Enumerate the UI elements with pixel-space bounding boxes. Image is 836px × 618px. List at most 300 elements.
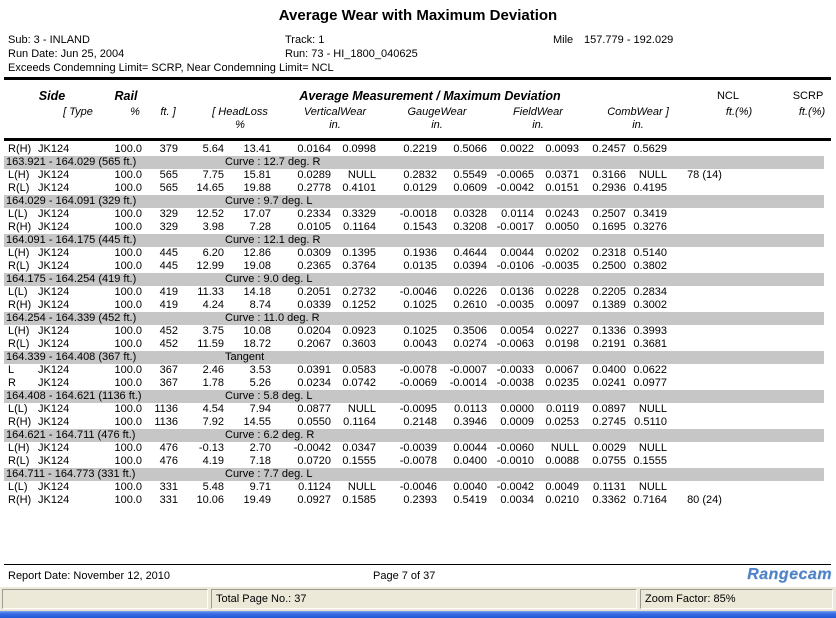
table-row bbox=[4, 455, 824, 468]
cell-fieldwear-avg: -0.0017 bbox=[496, 221, 534, 233]
cell-scrp bbox=[738, 338, 824, 351]
cell-rail-ft: 367 bbox=[159, 377, 178, 389]
cell-fieldwear-avg: 0.0009 bbox=[500, 416, 534, 428]
cell-combwear-max: 0.3276 bbox=[633, 221, 667, 233]
cell-headloss-max: 3.53 bbox=[249, 364, 271, 376]
section-mile-range: 164.175 - 164.254 (419 ft.) bbox=[6, 273, 137, 285]
table-row bbox=[4, 403, 824, 416]
cell-gaugewear-avg: -0.0095 bbox=[399, 403, 437, 415]
status-bar bbox=[0, 586, 836, 610]
section-curve-label: Curve : 5.8 deg. L bbox=[225, 390, 313, 402]
cell-ncl: 78 (14) bbox=[687, 169, 722, 181]
cell-headloss-max: 2.70 bbox=[249, 442, 271, 454]
cell-verticalwear-avg: 0.0234 bbox=[297, 377, 331, 389]
cell-verticalwear-max: 0.4101 bbox=[342, 182, 376, 194]
cell-verticalwear-max: 0.0742 bbox=[342, 377, 376, 389]
cell-fieldwear-avg: -0.0060 bbox=[496, 442, 534, 454]
cell-scrp bbox=[738, 481, 824, 494]
section-mile-range: 164.029 - 164.091 (329 ft.) bbox=[6, 195, 137, 207]
cell-gaugewear-avg: 0.2393 bbox=[403, 494, 437, 506]
cell-gaugewear-max: 0.5549 bbox=[453, 169, 487, 181]
cell-side: L(H) bbox=[8, 325, 30, 337]
cell-headloss-max: 8.74 bbox=[249, 299, 271, 311]
unit-comb: in. bbox=[632, 119, 644, 131]
table-row bbox=[4, 442, 824, 455]
cell-verticalwear-max: 0.1555 bbox=[342, 455, 376, 467]
rangecam-logo: Rangecam bbox=[747, 566, 832, 583]
cell-rail-ft: 1136 bbox=[154, 403, 178, 415]
cell-ncl bbox=[671, 299, 738, 312]
cell-rail-type: JK124 bbox=[38, 481, 70, 493]
cell-headloss-max: 19.88 bbox=[243, 182, 271, 194]
col-header-type: [ Type bbox=[63, 106, 93, 118]
cell-combwear-avg: 0.0755 bbox=[592, 455, 626, 467]
section-curve-label: Curve : 11.0 deg. R bbox=[225, 312, 320, 324]
cell-ncl bbox=[671, 247, 738, 260]
table-row bbox=[4, 169, 824, 182]
cell-fieldwear-avg: 0.0044 bbox=[500, 247, 534, 259]
cell-headloss-avg: 1.78 bbox=[202, 377, 224, 389]
cell-fieldwear-max: NULL bbox=[550, 442, 579, 454]
cell-scrp bbox=[738, 247, 824, 260]
mile-value: 157.779 - 192.029 bbox=[584, 34, 674, 46]
section-curve-label: Curve : 7.7 deg. L bbox=[225, 468, 313, 480]
cell-combwear-max: NULL bbox=[638, 169, 667, 181]
cell-ncl bbox=[671, 208, 738, 221]
cell-gaugewear-avg: 0.2219 bbox=[403, 143, 437, 155]
cell-rail-type: JK124 bbox=[38, 325, 70, 337]
table-row bbox=[4, 286, 824, 299]
cell-ncl bbox=[671, 143, 738, 156]
section-mile-range: 164.339 - 164.408 (367 ft.) bbox=[6, 351, 137, 363]
cell-gaugewear-max: 0.0328 bbox=[453, 208, 487, 220]
table-row bbox=[4, 481, 824, 494]
cell-verticalwear-avg: 0.0720 bbox=[297, 455, 331, 467]
cell-gaugewear-max: 0.0400 bbox=[453, 455, 487, 467]
cell-verticalwear-max: 0.1164 bbox=[343, 221, 376, 233]
col-header-scrp-unit: ft.(%) bbox=[798, 106, 826, 118]
cell-rail-ft: 419 bbox=[159, 299, 178, 311]
cell-ncl bbox=[671, 416, 738, 429]
cell-rail-pct: 100.0 bbox=[114, 442, 142, 454]
cell-verticalwear-avg: 0.0164 bbox=[297, 143, 331, 155]
section-curve-label: Curve : 6.2 deg. R bbox=[225, 429, 315, 441]
cell-fieldwear-max: 0.0067 bbox=[545, 364, 579, 376]
col-header-ft: ft. ] bbox=[160, 106, 176, 118]
cell-headloss-avg: 5.64 bbox=[202, 143, 224, 155]
cell-combwear-avg: 0.2191 bbox=[592, 338, 626, 350]
table-row bbox=[4, 182, 824, 195]
cell-combwear-avg: 0.0400 bbox=[592, 364, 626, 376]
cell-scrp bbox=[738, 286, 824, 299]
cell-side: R(H) bbox=[8, 494, 32, 506]
cell-combwear-avg: 0.2457 bbox=[592, 143, 626, 155]
cell-rail-pct: 100.0 bbox=[114, 338, 142, 350]
cell-scrp bbox=[738, 299, 824, 312]
cell-verticalwear-avg: 0.0309 bbox=[297, 247, 331, 259]
cell-rail-pct: 100.0 bbox=[114, 208, 142, 220]
cell-gaugewear-max: 0.3208 bbox=[453, 221, 487, 233]
cell-side: R(H) bbox=[8, 221, 32, 233]
cell-headloss-avg: 4.19 bbox=[202, 455, 224, 467]
section-curve-label: Curve : 9.0 deg. L bbox=[225, 273, 313, 285]
cell-combwear-max: 0.0622 bbox=[633, 364, 667, 376]
cell-rail-pct: 100.0 bbox=[114, 403, 142, 415]
cell-rail-pct: 100.0 bbox=[114, 299, 142, 311]
cell-verticalwear-avg: 0.0204 bbox=[297, 325, 331, 337]
status-panel-empty bbox=[2, 589, 208, 609]
cell-verticalwear-avg: 0.0339 bbox=[297, 299, 331, 311]
cell-verticalwear-avg: 0.0391 bbox=[297, 364, 331, 376]
table-row bbox=[4, 299, 824, 312]
cell-side: L bbox=[8, 364, 15, 376]
cell-combwear-avg: 0.0897 bbox=[592, 403, 626, 415]
cell-headloss-avg: 4.54 bbox=[202, 403, 224, 415]
cell-rail-pct: 100.0 bbox=[114, 481, 142, 493]
footer-divider bbox=[4, 564, 831, 565]
cell-rail-ft: 379 bbox=[159, 143, 178, 155]
cell-verticalwear-max: 0.0923 bbox=[342, 325, 376, 337]
cell-ncl bbox=[671, 377, 738, 390]
cell-headloss-avg: 4.24 bbox=[202, 299, 224, 311]
wear-table-body bbox=[4, 143, 824, 507]
track-info: Track: 1 bbox=[285, 34, 325, 46]
cell-rail-pct: 100.0 bbox=[114, 416, 142, 428]
cell-combwear-avg: 0.2205 bbox=[592, 286, 626, 298]
cell-fieldwear-avg: -0.0042 bbox=[496, 481, 534, 493]
col-header-gauge: GaugeWear bbox=[407, 106, 467, 118]
cell-rail-pct: 100.0 bbox=[114, 364, 142, 376]
cell-gaugewear-max: 0.5419 bbox=[453, 494, 487, 506]
table-row bbox=[4, 260, 824, 273]
cell-rail-ft: 1136 bbox=[154, 416, 178, 428]
cell-rail-ft: 331 bbox=[159, 481, 178, 493]
section-curve-label: Curve : 12.7 deg. R bbox=[225, 156, 321, 168]
cell-gaugewear-avg: -0.0018 bbox=[399, 208, 437, 220]
cell-verticalwear-avg: 0.2365 bbox=[297, 260, 331, 272]
cell-combwear-max: 0.5140 bbox=[633, 247, 667, 259]
cell-side: R(H) bbox=[8, 143, 32, 155]
cell-rail-type: JK124 bbox=[38, 494, 70, 506]
cell-verticalwear-max: 0.3603 bbox=[342, 338, 376, 350]
section-row bbox=[4, 312, 824, 325]
cell-rail-pct: 100.0 bbox=[114, 182, 142, 194]
cell-combwear-avg: 0.2318 bbox=[592, 247, 626, 259]
cell-verticalwear-avg: 0.2334 bbox=[297, 208, 331, 220]
cell-side: R(L) bbox=[8, 338, 30, 350]
status-total-pages: Total Page No.: 37 bbox=[211, 589, 637, 609]
unit-vertical: in. bbox=[329, 119, 341, 131]
sub-info: Sub: 3 - INLAND bbox=[8, 34, 90, 46]
cell-gaugewear-avg: -0.0046 bbox=[399, 286, 437, 298]
table-row bbox=[4, 364, 824, 377]
cell-gaugewear-avg: 0.1936 bbox=[403, 247, 437, 259]
section-row bbox=[4, 429, 824, 442]
cell-combwear-avg: 0.0029 bbox=[592, 442, 626, 454]
cell-verticalwear-max: 0.1164 bbox=[343, 416, 376, 428]
cell-rail-type: JK124 bbox=[38, 182, 70, 194]
cell-combwear-avg: 0.3166 bbox=[592, 169, 626, 181]
table-header-divider bbox=[4, 138, 831, 141]
col-header-avg-max: Average Measurement / Maximum Deviation bbox=[299, 89, 561, 103]
window-bottom-edge bbox=[0, 610, 836, 618]
section-curve-label: Tangent bbox=[225, 351, 265, 363]
cell-headloss-avg: -0.13 bbox=[198, 442, 224, 454]
cell-headloss-avg: 3.98 bbox=[202, 221, 224, 233]
cell-rail-type: JK124 bbox=[38, 208, 70, 220]
table-row bbox=[4, 221, 824, 234]
cell-rail-pct: 100.0 bbox=[114, 143, 142, 155]
cell-gaugewear-avg: -0.0078 bbox=[399, 455, 437, 467]
cell-gaugewear-avg: -0.0069 bbox=[399, 377, 437, 389]
cell-headloss-avg: 7.75 bbox=[202, 169, 224, 181]
cell-rail-pct: 100.0 bbox=[114, 494, 142, 506]
limits-note: Exceeds Condemning Limit= SCRP, Near Condemning Limit= NCL bbox=[8, 62, 334, 74]
cell-gaugewear-max: 0.3506 bbox=[453, 325, 487, 337]
cell-rail-ft: 445 bbox=[159, 247, 178, 259]
cell-scrp bbox=[738, 143, 824, 156]
cell-ncl bbox=[671, 364, 738, 377]
section-curve-label: Curve : 9.7 deg. L bbox=[225, 195, 313, 207]
cell-rail-type: JK124 bbox=[38, 416, 70, 428]
cell-fieldwear-max: 0.0097 bbox=[545, 299, 579, 311]
table-row bbox=[4, 377, 824, 390]
cell-gaugewear-max: -0.0007 bbox=[449, 364, 487, 376]
report-date: Report Date: November 12, 2010 bbox=[8, 570, 171, 582]
cell-rail-type: JK124 bbox=[38, 338, 70, 350]
cell-fieldwear-max: 0.0119 bbox=[546, 403, 579, 415]
cell-fieldwear-avg: 0.0034 bbox=[500, 494, 534, 506]
cell-ncl bbox=[671, 455, 738, 468]
cell-combwear-max: NULL bbox=[638, 481, 667, 493]
cell-fieldwear-max: 0.0050 bbox=[545, 221, 579, 233]
wear-table bbox=[4, 143, 824, 507]
cell-verticalwear-max: 0.3329 bbox=[342, 208, 376, 220]
cell-verticalwear-max: 0.0347 bbox=[342, 442, 376, 454]
cell-combwear-max: 0.1555 bbox=[633, 455, 667, 467]
cell-combwear-avg: 0.0241 bbox=[592, 377, 626, 389]
run-date-info: Run Date: Jun 25, 2004 bbox=[8, 48, 125, 60]
cell-verticalwear-avg: -0.0042 bbox=[293, 442, 331, 454]
cell-verticalwear-avg: 0.0105 bbox=[297, 221, 331, 233]
cell-side: L(H) bbox=[8, 247, 30, 259]
section-mile-range: 163.921 - 164.029 (565 ft.) bbox=[6, 156, 137, 168]
cell-gaugewear-avg: 0.1025 bbox=[403, 325, 437, 337]
cell-combwear-avg: 0.3362 bbox=[592, 494, 626, 506]
cell-headloss-avg: 2.46 bbox=[202, 364, 224, 376]
cell-rail-pct: 100.0 bbox=[114, 247, 142, 259]
cell-gaugewear-avg: 0.2832 bbox=[403, 169, 437, 181]
cell-rail-pct: 100.0 bbox=[114, 169, 142, 181]
cell-rail-pct: 100.0 bbox=[114, 221, 142, 233]
cell-gaugewear-max: -0.0014 bbox=[449, 377, 487, 389]
cell-rail-ft: 329 bbox=[159, 208, 178, 220]
cell-scrp bbox=[738, 221, 824, 234]
cell-headloss-max: 9.71 bbox=[249, 481, 271, 493]
section-mile-range: 164.091 - 164.175 (445 ft.) bbox=[6, 234, 137, 246]
cell-fieldwear-max: 0.0228 bbox=[545, 286, 579, 298]
cell-rail-type: JK124 bbox=[38, 403, 70, 415]
table-row bbox=[4, 208, 824, 221]
cell-fieldwear-max: 0.0235 bbox=[545, 377, 579, 389]
cell-verticalwear-avg: 0.1124 bbox=[298, 481, 331, 493]
cell-combwear-avg: 0.2745 bbox=[592, 416, 626, 428]
cell-combwear-max: 0.7164 bbox=[633, 494, 667, 506]
cell-rail-ft: 329 bbox=[159, 221, 178, 233]
cell-headloss-avg: 12.99 bbox=[196, 260, 224, 272]
cell-verticalwear-max: 0.0998 bbox=[342, 143, 376, 155]
mile-label: Mile bbox=[553, 34, 574, 46]
cell-combwear-max: 0.3802 bbox=[633, 260, 667, 272]
header-divider bbox=[4, 77, 831, 80]
cell-scrp bbox=[738, 416, 824, 429]
cell-rail-pct: 100.0 bbox=[114, 455, 142, 467]
cell-combwear-max: 0.5629 bbox=[633, 143, 667, 155]
cell-side: L(L) bbox=[8, 286, 28, 298]
cell-headloss-max: 14.55 bbox=[243, 416, 271, 428]
cell-verticalwear-avg: 0.2067 bbox=[297, 338, 331, 350]
cell-gaugewear-avg: 0.1025 bbox=[403, 299, 437, 311]
table-row bbox=[4, 338, 824, 351]
cell-rail-ft: 565 bbox=[159, 169, 178, 181]
cell-headloss-max: 5.26 bbox=[249, 377, 271, 389]
cell-side: L(L) bbox=[8, 208, 28, 220]
section-row bbox=[4, 468, 824, 481]
cell-gaugewear-max: 0.4644 bbox=[453, 247, 487, 259]
col-header-field: FieldWear bbox=[513, 106, 563, 118]
cell-fieldwear-max: 0.0253 bbox=[545, 416, 579, 428]
cell-gaugewear-max: 0.0040 bbox=[453, 481, 487, 493]
cell-rail-ft: 419 bbox=[159, 286, 178, 298]
cell-fieldwear-max: 0.0151 bbox=[545, 182, 579, 194]
cell-combwear-avg: 0.2936 bbox=[592, 182, 626, 194]
cell-combwear-max: 0.3419 bbox=[633, 208, 667, 220]
cell-rail-ft: 331 bbox=[159, 494, 178, 506]
cell-scrp bbox=[738, 403, 824, 416]
cell-combwear-avg: 0.1695 bbox=[592, 221, 626, 233]
cell-fieldwear-avg: 0.0054 bbox=[500, 325, 534, 337]
cell-fieldwear-max: 0.0093 bbox=[545, 143, 579, 155]
page-title: Average Wear with Maximum Deviation bbox=[278, 7, 558, 24]
cell-combwear-avg: 0.1131 bbox=[593, 481, 626, 493]
section-row bbox=[4, 195, 824, 208]
cell-fieldwear-avg: -0.0010 bbox=[496, 455, 534, 467]
cell-gaugewear-max: 0.5066 bbox=[453, 143, 487, 155]
cell-fieldwear-avg: -0.0035 bbox=[496, 299, 534, 311]
run-info: Run: 73 - HI_1800_040625 bbox=[285, 48, 418, 60]
cell-verticalwear-avg: 0.2778 bbox=[297, 182, 331, 194]
cell-fieldwear-avg: 0.0022 bbox=[500, 143, 534, 155]
cell-ncl bbox=[671, 338, 738, 351]
cell-gaugewear-avg: -0.0046 bbox=[399, 481, 437, 493]
section-row bbox=[4, 234, 824, 247]
cell-ncl bbox=[671, 221, 738, 234]
cell-ncl bbox=[671, 325, 738, 338]
cell-scrp bbox=[738, 169, 824, 182]
cell-scrp bbox=[738, 325, 824, 338]
cell-verticalwear-max: NULL bbox=[347, 169, 376, 181]
cell-combwear-max: NULL bbox=[638, 403, 667, 415]
cell-scrp bbox=[738, 260, 824, 273]
cell-scrp bbox=[738, 182, 824, 195]
cell-side: L(H) bbox=[8, 442, 30, 454]
cell-headloss-max: 12.86 bbox=[243, 247, 271, 259]
cell-gaugewear-max: 0.0226 bbox=[453, 286, 487, 298]
cell-scrp bbox=[738, 455, 824, 468]
cell-verticalwear-max: 0.2732 bbox=[342, 286, 376, 298]
cell-combwear-avg: 0.2500 bbox=[592, 260, 626, 272]
cell-gaugewear-max: 0.0113 bbox=[454, 403, 487, 415]
unit-gauge: in. bbox=[431, 119, 443, 131]
cell-scrp bbox=[738, 364, 824, 377]
unit-field: in. bbox=[532, 119, 544, 131]
cell-headloss-avg: 11.59 bbox=[197, 338, 224, 350]
cell-rail-type: JK124 bbox=[38, 442, 70, 454]
cell-rail-pct: 100.0 bbox=[114, 325, 142, 337]
cell-gaugewear-max: 0.2610 bbox=[453, 299, 487, 311]
cell-gaugewear-avg: 0.0129 bbox=[403, 182, 437, 194]
section-mile-range: 164.408 - 164.621 (1136 ft.) bbox=[6, 390, 142, 402]
cell-combwear-max: 0.4195 bbox=[633, 182, 667, 194]
cell-rail-pct: 100.0 bbox=[114, 260, 142, 272]
cell-fieldwear-max: 0.0049 bbox=[545, 481, 579, 493]
cell-combwear-max: 0.3993 bbox=[633, 325, 667, 337]
cell-verticalwear-avg: 0.0927 bbox=[297, 494, 331, 506]
cell-headloss-max: 17.07 bbox=[243, 208, 271, 220]
cell-fieldwear-max: 0.0371 bbox=[545, 169, 579, 181]
cell-verticalwear-max: NULL bbox=[347, 481, 376, 493]
cell-fieldwear-avg: 0.0136 bbox=[500, 286, 534, 298]
cell-combwear-avg: 0.2507 bbox=[592, 208, 626, 220]
cell-gaugewear-avg: 0.0043 bbox=[403, 338, 437, 350]
cell-fieldwear-max: 0.0210 bbox=[545, 494, 579, 506]
cell-gaugewear-avg: -0.0039 bbox=[399, 442, 437, 454]
cell-verticalwear-avg: 0.2051 bbox=[297, 286, 331, 298]
cell-rail-ft: 565 bbox=[159, 182, 178, 194]
col-header-headloss: [ HeadLoss bbox=[212, 106, 268, 118]
cell-gaugewear-max: 0.0274 bbox=[453, 338, 487, 350]
cell-rail-ft: 367 bbox=[159, 364, 178, 376]
cell-headloss-max: 13.41 bbox=[243, 143, 271, 155]
cell-scrp bbox=[738, 377, 824, 390]
cell-headloss-avg: 10.06 bbox=[196, 494, 224, 506]
cell-gaugewear-avg: -0.0078 bbox=[399, 364, 437, 376]
cell-headloss-avg: 14.65 bbox=[196, 182, 224, 194]
cell-ncl bbox=[671, 260, 738, 273]
section-curve-label: Curve : 12.1 deg. R bbox=[225, 234, 321, 246]
cell-verticalwear-avg: 0.0289 bbox=[297, 169, 331, 181]
cell-side: R(H) bbox=[8, 416, 32, 428]
cell-rail-type: JK124 bbox=[38, 169, 70, 181]
cell-headloss-max: 7.28 bbox=[249, 221, 271, 233]
col-header-pct: % bbox=[130, 106, 140, 118]
cell-side: L(L) bbox=[8, 403, 28, 415]
cell-headloss-max: 19.49 bbox=[243, 494, 271, 506]
cell-gaugewear-max: 0.0394 bbox=[453, 260, 487, 272]
table-row bbox=[4, 416, 824, 429]
cell-fieldwear-avg: -0.0033 bbox=[496, 364, 534, 376]
section-row bbox=[4, 156, 824, 169]
cell-headloss-avg: 11.33 bbox=[197, 286, 224, 298]
cell-verticalwear-max: 0.1395 bbox=[342, 247, 376, 259]
cell-rail-type: JK124 bbox=[38, 299, 70, 311]
cell-verticalwear-max: 0.3764 bbox=[342, 260, 376, 272]
cell-fieldwear-max: 0.0198 bbox=[545, 338, 579, 350]
cell-headloss-max: 19.08 bbox=[243, 260, 271, 272]
section-mile-range: 164.711 - 164.773 (331 ft.) bbox=[6, 468, 136, 480]
cell-rail-ft: 476 bbox=[159, 455, 178, 467]
col-header-ncl-unit: ft.(%) bbox=[725, 106, 753, 118]
